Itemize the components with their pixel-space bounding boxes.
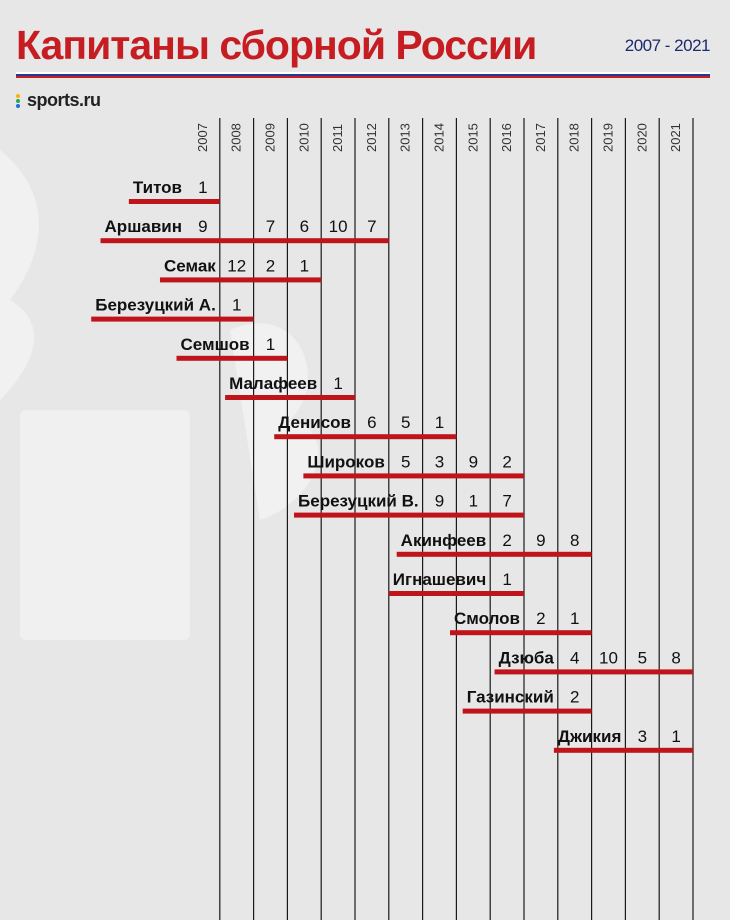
value-label-Дзюба-2018: 4 [569,648,580,668]
value-label-Березуцкий В.-2014: 9 [434,491,445,511]
captain-bar-Акинфеев [397,552,592,557]
value-label-Джикия-2020: 3 [637,726,648,746]
logo-text: sports.ru [27,90,101,110]
value-label-Игнашевич-2016: 1 [502,570,512,589]
captain-name-Газинский: Газинский [466,687,554,707]
value-label-Смолов-2017: 2 [536,609,546,629]
value-label-Малафеев-2011: 1 [333,374,343,393]
year-label-2008: 2008 [228,123,244,152]
value-label-Семак-2009: 2 [265,256,276,276]
year-label-2011: 2011 [330,124,346,152]
captain-bar-Смолов [450,630,592,635]
year-label-2020: 2020 [634,123,650,152]
captain-name-Березуцкий В.: Березуцкий В. [298,491,419,511]
year-label-2009: 2009 [262,123,278,152]
value-label-Широков-2013: 5 [400,452,411,472]
value-label-Денисов-2014: 1 [434,413,445,433]
captain-bar-Березуцкий В. [294,513,524,518]
value-label-Аршавин-2011: 10 [328,217,348,237]
captain-name-Березуцкий А.: Березуцкий А. [95,295,216,315]
period-label: 2007 - 2021 [624,36,710,55]
captain-name-Акинфеев: Акинфеев [400,530,487,550]
captain-bar-Семак [160,277,321,282]
captain-name-Широков: Широков [307,452,385,472]
value-label-Дзюба-2021: 8 [671,648,681,668]
value-label-Березуцкий В.-2016: 7 [502,491,512,511]
value-label-Акинфеев-2016: 2 [502,530,512,550]
page-title: Капитаны сборной России [16,22,537,68]
year-label-2014: 2014 [431,123,447,152]
captain-name-Семак: Семак [163,256,216,276]
captain-bar-Семшов [177,356,288,361]
captain-bar-Дзюба [495,669,693,674]
value-label-Смолов-2018: 1 [569,609,580,629]
value-label-Денисов-2012: 6 [367,413,377,433]
captain-name-Джикия: Джикия [557,726,622,746]
value-label-Аршавин-2012: 7 [367,217,377,237]
year-label-2015: 2015 [465,123,481,152]
captain-name-Смолов: Смолов [454,609,520,629]
year-label-2019: 2019 [600,123,616,152]
year-label-2021: 2021 [668,123,684,152]
captain-bar-Широков [303,473,524,478]
captain-name-Титов: Титов [132,178,182,197]
emblem-shield-icon [20,410,190,640]
captain-name-Аршавин: Аршавин [104,217,182,237]
captain-bar-Титов [129,199,220,204]
value-label-Акинфеев-2017: 9 [536,530,546,550]
year-label-2018: 2018 [566,123,582,152]
value-label-Семак-2010: 1 [299,256,310,276]
value-label-Березуцкий А.-2008: 1 [231,295,242,315]
captain-name-Денисов: Денисов [278,413,351,433]
captain-bar-Березуцкий А. [91,317,253,322]
value-label-Аршавин-2007: 9 [198,217,208,237]
value-label-Денисов-2013: 5 [400,413,411,433]
year-label-2016: 2016 [499,123,515,152]
captain-name-Семшов: Семшов [180,334,250,354]
value-label-Семак-2008: 12 [227,256,247,276]
captain-bar-Джикия [554,748,693,753]
value-label-Дзюба-2019: 10 [599,648,618,668]
value-label-Титов-2007: 1 [198,178,208,197]
value-label-Березуцкий В.-2015: 1 [468,491,479,511]
captain-name-Дзюба: Дзюба [498,648,554,668]
value-label-Широков-2014: 3 [434,452,445,472]
year-label-2010: 2010 [296,123,312,152]
captain-bar-Игнашевич [389,591,524,596]
value-label-Широков-2015: 9 [468,452,479,472]
captain-bar-Газинский [463,709,592,714]
value-label-Газинский-2018: 2 [569,687,580,707]
year-label-2012: 2012 [363,123,379,152]
captain-bar-Денисов [274,434,456,439]
captain-bar-Малафеев [225,395,355,400]
captain-name-Малафеев: Малафеев [229,374,318,393]
value-label-Аршавин-2010: 6 [299,217,310,237]
value-label-Акинфеев-2018: 8 [569,530,580,550]
year-label-2013: 2013 [397,123,413,152]
captain-bar-Аршавин [101,238,389,243]
value-label-Аршавин-2009: 7 [265,217,276,237]
value-label-Дзюба-2020: 5 [637,648,648,668]
value-label-Широков-2016: 2 [502,452,512,472]
year-label-2017: 2017 [532,123,548,152]
value-label-Джикия-2021: 1 [671,726,681,746]
year-label-2007: 2007 [194,123,210,152]
value-label-Семшов-2009: 1 [265,334,276,354]
captain-name-Игнашевич: Игнашевич [392,570,487,589]
